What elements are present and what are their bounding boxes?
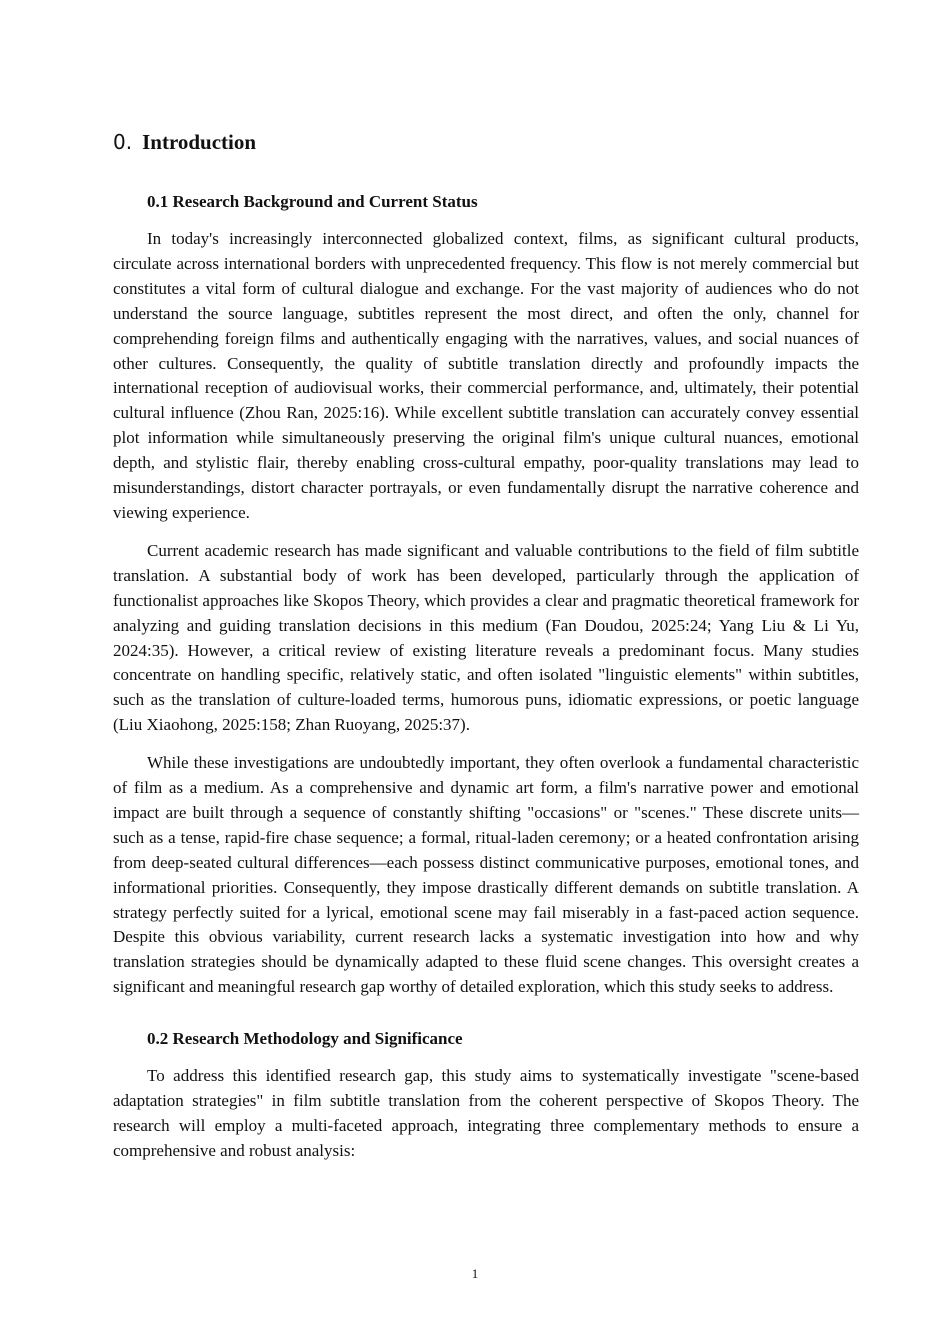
section-heading-research-methodology: 0.2 Research Methodology and Significance bbox=[147, 1029, 463, 1049]
page-number: 1 bbox=[471, 1266, 479, 1281]
page-content bbox=[113, 127, 859, 1164]
body-paragraph: Current academic research has made significant and valuable contributions to the field of film subtitle translation. A substantial body of work has been developed, particularly through the application of functionalist approaches like Skopos Theory, which provides a clear and pragmatic theoretical framework for analyzing and guiding translation decisions in this medium (Fan Doudou, 2025:24; Yang Liu & Li Yu, 2024:35). However, a critical review of existing literature reveals a predominant focus. Many studies concentrate on handling specific, relatively static, and often isolated "linguistic elements" within subtitles, such as the translation of culture-loaded terms, humorous puns, idiomatic expressions, or poetic language (Liu Xiaohong, 2025:158; Zhan Ruoyang, 2025:37). bbox=[113, 540, 859, 735]
section-heading-research-background: 0.1 Research Background and Current Status bbox=[147, 192, 478, 211]
chapter-heading bbox=[113, 127, 859, 157]
body-paragraph: To address this identified research gap, this study aims to systematically investigate "scene-based adaptation strategies" in film subtitle translation from the coherent perspective of Skopos Theory. The research will employ a multi-faceted approach, integrating three complementary methods to ensure a comprehensive and robust analysis: bbox=[113, 1066, 859, 1160]
body-paragraph: In today's increasingly interconnected globalized context, films, as significant cultural products, circulate across international borders with unprecedented frequency. This flow is not merely commercial but constitutes a vital form of cultural dialogue and exchange. For the vast majority of audiences who do not understand the source language, subtitles represent the most direct, and often the only, channel for comprehending foreign films and authentically engaging with the narratives, values, and social nuances of other cultures. Consequently, the quality of subtitle translation directly and profoundly impacts the international reception of audiovisual works, their commercial performance, and, ultimately, their potential cultural influence (Zhou Ran, 2025:16). While excellent subtitle translation can accurately convey essential plot information while simultaneously preserving the original film's unique cultural nuances, emotional depth, and stylistic flair, thereby enabling cross-cultural empathy, poor-quality translations may lead to misunderstandings, distort character portrayals, or even fundamentally disrupt the narrative coherence and viewing experience. bbox=[113, 229, 859, 522]
chapter-title: Introduction bbox=[142, 130, 257, 154]
body-paragraph: While these investigations are undoubtedly important, they often overlook a fundamental characteristic of film as a medium. As a comprehensive and dynamic art form, a film's narrative power and emotional impact are built through a sequence of constantly shifting "occasions" or "scenes." These discrete units—such as a tense, rapid-fire chase sequence; a formal, ritual-laden ceremony; or a heated confrontation arising from deep-seated cultural differences—each possess distinct communicative purposes, emotional tones, and informational priorities. Consequently, they impose drastically different demands on subtitle translation. A strategy perfectly suited for a lyrical, emotional scene may fail miserably in a fast-paced action sequence. Despite this obvious variability, current research lacks a systematic investigation into how and why translation strategies should be dynamically adapted to these fluid scene changes. This oversight creates a significant and meaningful research gap worthy of detailed exploration, which this study seeks to address. bbox=[113, 753, 859, 997]
chapter-number: 0. bbox=[113, 130, 133, 154]
